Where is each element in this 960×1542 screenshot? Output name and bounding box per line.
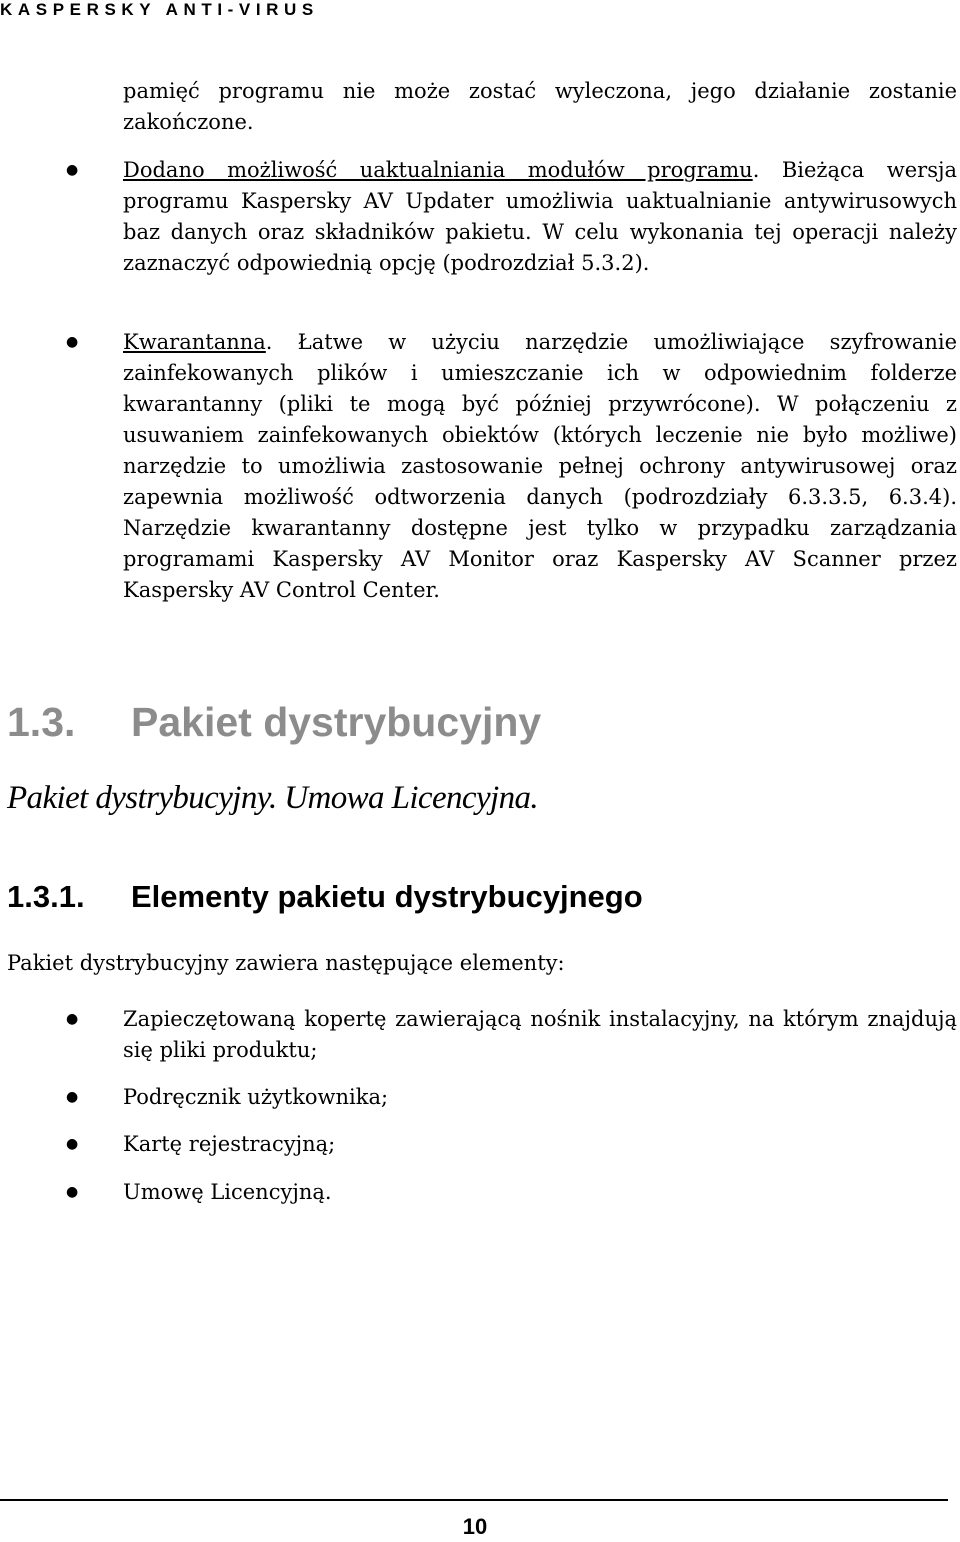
feature-updater <box>123 155 957 279</box>
list-item: Umowę Licencyjną. <box>123 1180 332 1204</box>
bullet-icon: ● <box>66 1184 79 1200</box>
bullet-icon: ● <box>66 334 79 350</box>
section-number: 1.3. <box>7 699 76 745</box>
section-title: Pakiet dystrybucyjny <box>131 699 542 745</box>
feature-quarantine <box>123 327 957 606</box>
feature-quarantine-text: . Łatwe w użyciu narzędzie umożliwiające szyfrowanie zainfekowanych plików i umieszczanie ich w odpowiednim folderze kwarantanny (pliki te mogą być później przywrócone). W połączeniu z usuwaniem zainfekowanych obiektów (których leczenie nie było możliwe) narzędzie to umożliwia zastosowanie pełnej ochrony antywirusowej oraz zapewnia możliwość odtworzenia danych (podrozdziały 6.3.3.5, 6.3.4). Narzędzie kwarantanny dostępne jest tylko w przypadku zarządzania programami Kaspersky AV Monitor oraz Kaspersky AV Scanner przez Kaspersky AV Control Center. <box>123 330 957 602</box>
bullet-icon: ● <box>66 1089 79 1105</box>
subsection-heading <box>7 878 643 916</box>
bullet-icon: ● <box>66 1011 79 1027</box>
section-heading <box>7 698 541 746</box>
section-subtitle: Pakiet dystrybucyjny. Umowa Licencyjna. <box>7 780 539 816</box>
subsection-number: 1.3.1. <box>7 879 85 914</box>
feature-quarantine-link[interactable]: Kwarantanna <box>123 330 266 354</box>
list-item: Podręcznik użytkownika; <box>123 1085 389 1109</box>
subsection-intro: Pakiet dystrybucyjny zawiera następujące elementy: <box>7 951 565 975</box>
list-item: Kartę rejestracyjną; <box>123 1132 336 1156</box>
continuation-paragraph: pamięć programu nie może zostać wyleczona, jego działanie zostanie zakończone. <box>123 79 957 134</box>
subsection-title: Elementy pakietu dystrybucyjnego <box>131 879 643 914</box>
feature-updater-text: . Bieżąca wersja programu Kaspersky AV Updater umożliwia uaktualnianie antywirusowych baz danych oraz składników pakietu. W celu wykonania tej operacji należy zaznaczyć odpowiednią opcję (podrozdział 5.3.2). <box>123 158 958 275</box>
page-number: 10 <box>462 1514 488 1539</box>
feature-updater-link[interactable]: Dodano możliwość uaktualniania modułów programu <box>123 158 753 182</box>
list-item: Zapieczętowaną kopertę zawierającą nośnik instalacyjny, na którym znajdują się pliki produktu; <box>123 1007 957 1062</box>
running-header: KASPERSKY ANTI-VIRUS <box>0 0 319 19</box>
bullet-icon: ● <box>66 1136 79 1152</box>
bullet-icon: ● <box>66 162 79 178</box>
footer-divider <box>0 1499 948 1501</box>
